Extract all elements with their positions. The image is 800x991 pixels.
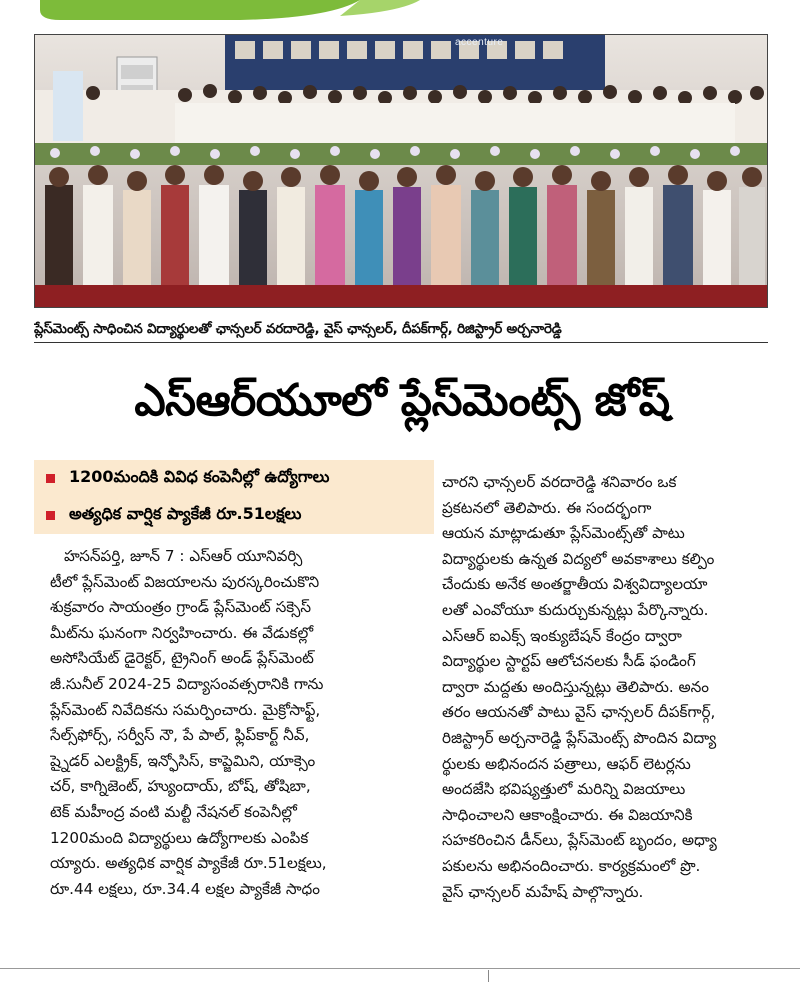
photo-caption: ప్లేస్‌మెంట్స్ సాధించిన విద్యార్థులతో ఛాన్సలర్ వరదారెడ్డి, వైస్ ఛాన్సలర్, దీపక్‌గార్గ్, రిజిస్ట్రార్ అర్చనారెడ్డి (34, 321, 562, 337)
article-line: చేందుకు అనేక అంతర్జాతీయ విశ్వవిద్యాలయా (442, 575, 708, 594)
bullet-square-icon (46, 474, 55, 483)
highlight-text: 1200మందికి వివిధ కంపెనీల్లో ఉద్యోగాలు (69, 467, 330, 486)
article-line: చర్, కాగ్నిజెంట్, హ్యుందాయ్, బోష్, తోషిబా, (50, 777, 311, 796)
article-line: సాధించాలని ఆకాంక్షించారు. ఈ విజయానికి (442, 805, 693, 824)
article-line: రూ.44 లక్షలు, రూ.34.4 లక్షల ప్యాకేజీ సాధం (50, 879, 320, 898)
article-line: లతో ఎంవోయూ కుదుర్చుకున్నట్లు పేర్కొన్నారు. (442, 600, 709, 619)
article-line: ద్వారా మద్దతు అందిస్తున్నట్లు తెలిపారు. అనం (442, 677, 710, 696)
article-line: ష్నైడర్ ఎలక్ట్రిక్, ఇన్ఫోసిస్, కాప్జెమిని, యాక్సెం (50, 751, 316, 770)
highlights-box (34, 460, 434, 534)
caption-divider (34, 342, 768, 343)
article-line: ఆయన మాట్లాడుతూ ప్లేస్‌మెంట్స్‌తో పాటు (442, 524, 685, 543)
article-line: సేల్స్‌ఫోర్స్, సర్వీస్ నౌ, పే పాల్, ఫ్లిప్‌కార్ట్ నీవ్, (50, 726, 310, 745)
article-line: టీలో ప్లేస్‌మెంట్ విజయాలను పురస్కరించుకొని (50, 572, 320, 591)
article-left-column (50, 544, 422, 902)
article-line: 1200మంది విద్యార్థులు ఉద్యోగాలకు ఎంపిక (50, 828, 309, 847)
article-line: పకులను అభినందించారు. కార్యక్రమంలో ప్రొ. (442, 856, 701, 875)
highlight-item (34, 460, 434, 497)
article-line: శుక్రవారం సాయంత్రం గ్రాండ్ ప్లేస్‌మెంట్ సక్సెస్ (50, 598, 312, 617)
article-line: రిజిస్ట్రార్ అర్చనారెడ్డి ప్లేస్‌మెంట్స్ పొందిన విద్యా (442, 728, 717, 747)
article-line: ప్లేస్‌మెంట్ నివేదికను సమర్పించారు. మైక్రోసాఫ్ట్, (50, 700, 321, 719)
article-line: ర్థులకు అభినందన పత్రాలు, ఆఫర్ లెటర్లను (442, 754, 691, 773)
article-right-column (442, 470, 772, 905)
highlight-text: అత్యధిక వార్షిక ప్యాకేజీ రూ.51లక్షలు (69, 504, 302, 523)
article-line: య్యారు. అత్యధిక వార్షిక ప్యాకేజీ రూ.51లక్షలు, (50, 854, 327, 873)
article-line: టెక్ మహీంద్ర వంటి మల్టీ నేషనల్ కంపెనీల్లో (50, 802, 297, 821)
bullet-square-icon (46, 511, 55, 520)
article-line: వైస్ ఛాన్సలర్ మహేష్ పాల్గొన్నారు. (442, 882, 644, 901)
article-line: విద్యార్థులకు ఉన్నత విద్యలో అవకాశాలు కల్పిం (442, 549, 715, 568)
article-line: మీట్‌ను ఘనంగా నిర్వహించారు. ఈ వేడుకల్లో (50, 623, 314, 642)
article-line: విద్యార్థుల స్టార్టప్ ఆలోచనలకు సీడ్ ఫండింగ్ (442, 652, 696, 671)
highlight-item (34, 497, 434, 534)
article-line: జీ.సునీల్ 2024-25 విద్యాసంవత్సరానికి గాను (50, 674, 324, 693)
article-line: సహకరించిన డీన్‌లు, ప్లేస్‌మెంట్ బృందం, అధ్యా (442, 831, 717, 850)
article-line: తరం ఆయనతో పాటు వైస్ ఛాన్సలర్ దీపక్‌గార్గ్, (442, 703, 716, 722)
top-color-band (0, 0, 800, 26)
page-bottom-mark (488, 970, 489, 982)
article-line: ఎస్ఆర్ ఐఎక్స్ ఇంక్యుబేషన్ కేంద్రం ద్వారా (442, 626, 682, 645)
article-line: ప్రకటనలో తెలిపారు. ఈ సందర్భంగా (442, 498, 652, 517)
page-bottom-divider (0, 968, 800, 969)
event-photo (34, 34, 768, 308)
article-line: చారని ఛాన్సలర్ వరదారెడ్డి శనివారం ఒక (442, 473, 677, 491)
article-line: అందజేసి భవిష్యత్తులో మరిన్ని విజయాలు (442, 780, 686, 799)
article-line: హసన్‌పర్తి, జూన్ 7 : ఎస్ఆర్ యూనివర్సి (64, 547, 303, 565)
page-headline: ఎస్ఆర్‌యూలో ప్లేస్‌మెంట్స్ జోష్ (134, 375, 670, 426)
photo-banner-text: accenture (455, 37, 504, 48)
article-line: అసోసియేట్ డైరెక్టర్, ట్రైనింగ్ అండ్ ప్లేస్‌మెంట్ (50, 649, 314, 668)
